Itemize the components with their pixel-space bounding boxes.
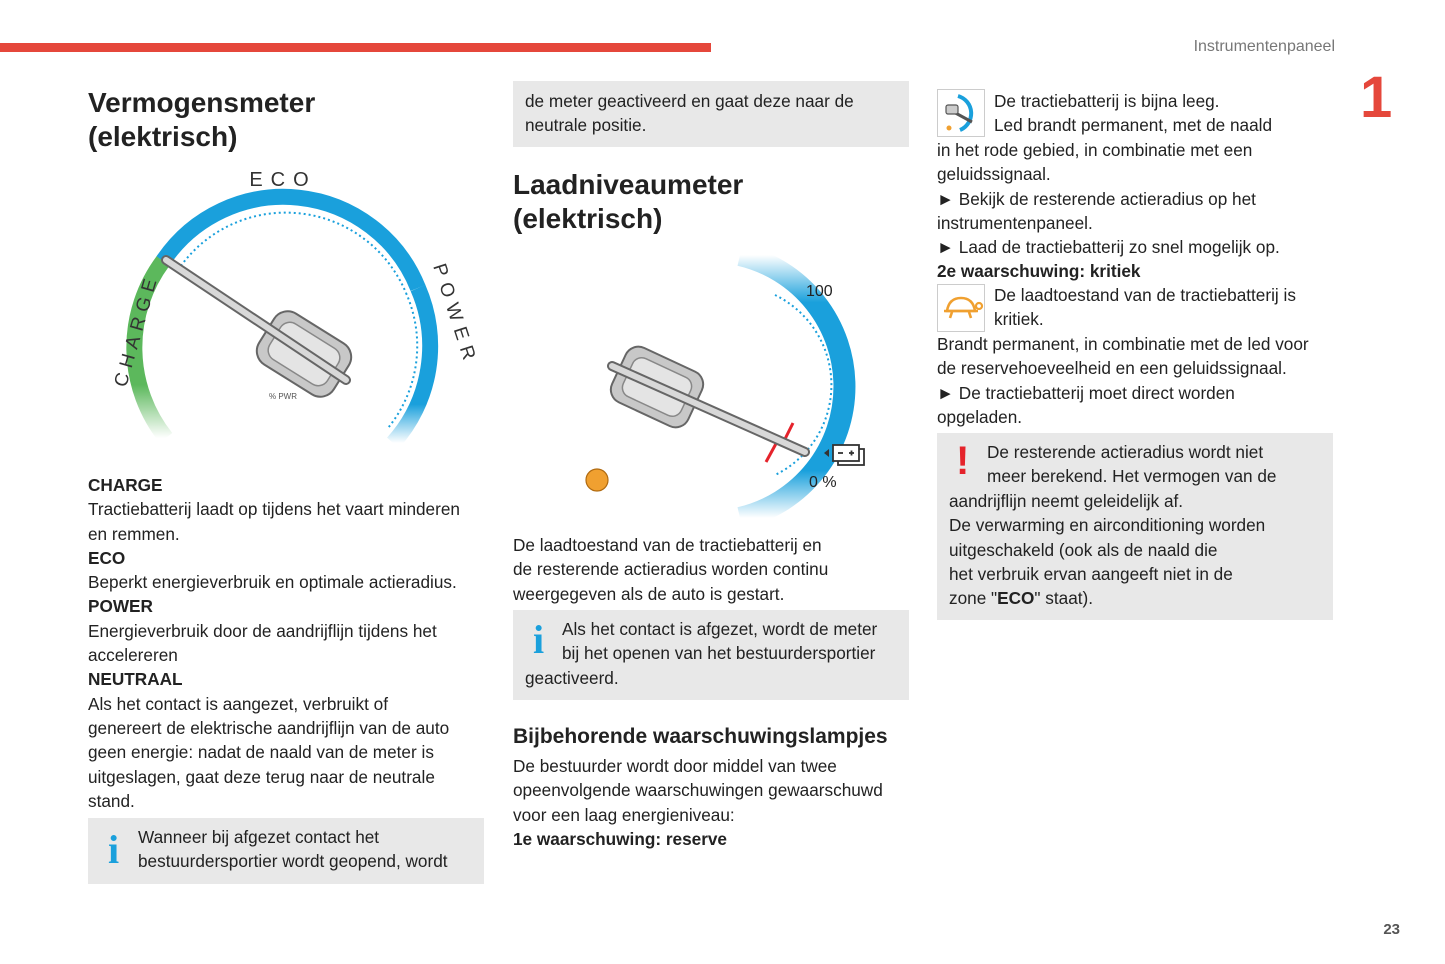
text-line: het verbruik ervan aangeeft niet in de: [949, 563, 1233, 584]
turtle-warning-icon: [937, 284, 985, 332]
text-line: de resterende actieradius worden continu: [513, 559, 829, 580]
text-line: Led brandt permanent, met de naald: [994, 115, 1273, 136]
eco-label: ECO: [249, 169, 317, 191]
exclamation-icon: !: [956, 439, 970, 483]
first-warning-heading: 1e waarschuwing: reserve: [513, 828, 727, 849]
second-warning-heading: 2e waarschuwing: kritiek: [937, 261, 1141, 282]
title-line: (elektrisch): [513, 203, 663, 234]
text-line: weergegeven als de auto is gestart.: [513, 583, 785, 604]
title-line: Vermogensmeter: [88, 87, 316, 118]
text-line: De verwarming en airconditioning worden: [949, 515, 1266, 536]
label-100: 100: [806, 283, 833, 300]
text-line: Als het contact is aangezet, verbruikt of: [88, 693, 388, 714]
info-note-continued: [513, 81, 909, 147]
info-icon: i: [533, 617, 545, 662]
bullet-line: opgeladen.: [937, 406, 1023, 427]
page-number: 23: [1383, 921, 1400, 938]
text-line: uitgeslagen, gaat deze terug naar de neutrale: [88, 766, 435, 787]
reserve-led-icon: [586, 469, 608, 491]
needle-inner: [166, 260, 346, 380]
text-line: kritiek.: [994, 309, 1044, 330]
text-line: voor een laag energieniveau:: [513, 804, 735, 825]
section-heading: Bijbehorende waarschuwingslampjes: [513, 725, 888, 748]
info-note: [88, 818, 484, 884]
critical-desc: [937, 332, 1337, 429]
text-line: bij het openen van het bestuurdersportier: [562, 643, 876, 664]
text-line: Als het contact is afgezet, wordt de meter: [562, 619, 878, 639]
chapter-number: 1: [1360, 65, 1393, 130]
power-label: POWER: [428, 261, 482, 370]
bullet-line: ► Laad de tractiebatterij zo snel mogelijk op.: [937, 237, 1280, 258]
text-line: accelereren: [88, 645, 178, 666]
col1-title: [88, 86, 488, 154]
low-battery-lead: [994, 89, 1334, 138]
text-line: Energieverbruik door de aandrijflijn tijdens het: [88, 620, 437, 641]
text-line: uitgeschakeld (ook als de naald die: [949, 539, 1218, 560]
term-heading: NEUTRAAL: [88, 669, 183, 690]
text-line: Beperkt energieverbruik en optimale actieradius.: [88, 572, 457, 593]
text-line: meer berekend. Het vermogen van de: [987, 466, 1277, 487]
power-meter-gauge: [88, 158, 488, 458]
info-note: [513, 610, 909, 700]
eco-arc: [163, 197, 418, 288]
text-line: De tractiebatterij is bijna leeg.: [994, 91, 1220, 111]
text-line: bestuurdersportier wordt geopend, wordt: [138, 851, 448, 872]
eco-emphasis: ECO: [997, 588, 1035, 609]
text-line: neutrale positie.: [525, 115, 647, 136]
label-0: 0 %: [809, 474, 837, 491]
warning-note: [937, 433, 1333, 620]
text-line: stand.: [88, 790, 135, 811]
text-line: De laadtoestand van de tractiebatterij en: [513, 535, 822, 555]
col2-warnings: [513, 724, 913, 851]
text-line: opeenvolgende waarschuwingen gewaarschuwd: [513, 780, 883, 801]
text-line: de meter geactiveerd en gaat deze naar de: [525, 91, 854, 111]
charge-level-gauge: [560, 250, 890, 525]
text-line: De bestuurder wordt door middel van twee: [513, 756, 837, 776]
low-battery-desc: [937, 138, 1337, 284]
term-heading: CHARGE: [88, 475, 163, 495]
bullet-line: instrumentenpaneel.: [937, 212, 1093, 233]
col1-text: [88, 473, 488, 813]
charge-label: CHARGE: [110, 270, 164, 390]
title-line: (elektrisch): [88, 121, 238, 152]
text-line: geactiveerd.: [525, 668, 619, 688]
text-fragment: " staat).: [1034, 588, 1094, 609]
text-line: in het rode gebied, in combinatie met een: [937, 140, 1253, 160]
text-line: en remmen.: [88, 523, 180, 544]
text-line: genereert de elektrische aandrijflijn van de auto: [88, 717, 450, 738]
section-title: Instrumentenpaneel: [1193, 38, 1335, 55]
col2-body: [513, 533, 913, 606]
term-heading: POWER: [88, 596, 153, 617]
text-line: Tractiebatterij laadt op tijdens het vaart minderen: [88, 499, 460, 520]
text-line: De resterende actieradius wordt niet: [987, 442, 1264, 462]
col2-title: [513, 168, 913, 236]
term-heading: ECO: [88, 547, 126, 568]
text-line: [949, 586, 1329, 610]
text-line: de reservehoeveelheid en een geluidssignaal.: [937, 358, 1287, 379]
text-fragment: zone ": [949, 588, 998, 609]
header-accent-bar: [0, 43, 711, 52]
bullet-line: ► Bekijk de resterende actieradius op het: [937, 188, 1256, 209]
low-battery-gauge-icon: [937, 89, 985, 137]
pwr-label: % PWR: [269, 392, 297, 401]
critical-lead: [994, 283, 1334, 332]
bullet-line: ► De tractiebatterij moet direct worden: [937, 382, 1235, 403]
text-line: aandrijflijn neemt geleidelijk af.: [949, 491, 1184, 511]
text-line: geluidssignaal.: [937, 164, 1051, 185]
text-line: De laadtoestand van de tractiebatterij is: [994, 285, 1296, 305]
power-arc: [393, 288, 430, 443]
title-line: Laadniveaumeter: [513, 169, 744, 200]
text-line: geen energie: nadat de naald van de meter is: [88, 742, 434, 763]
info-icon: i: [108, 827, 120, 872]
text-line: Brandt permanent, in combinatie met de led voor: [937, 334, 1309, 354]
text-line: Wanneer bij afgezet contact het: [138, 827, 380, 847]
